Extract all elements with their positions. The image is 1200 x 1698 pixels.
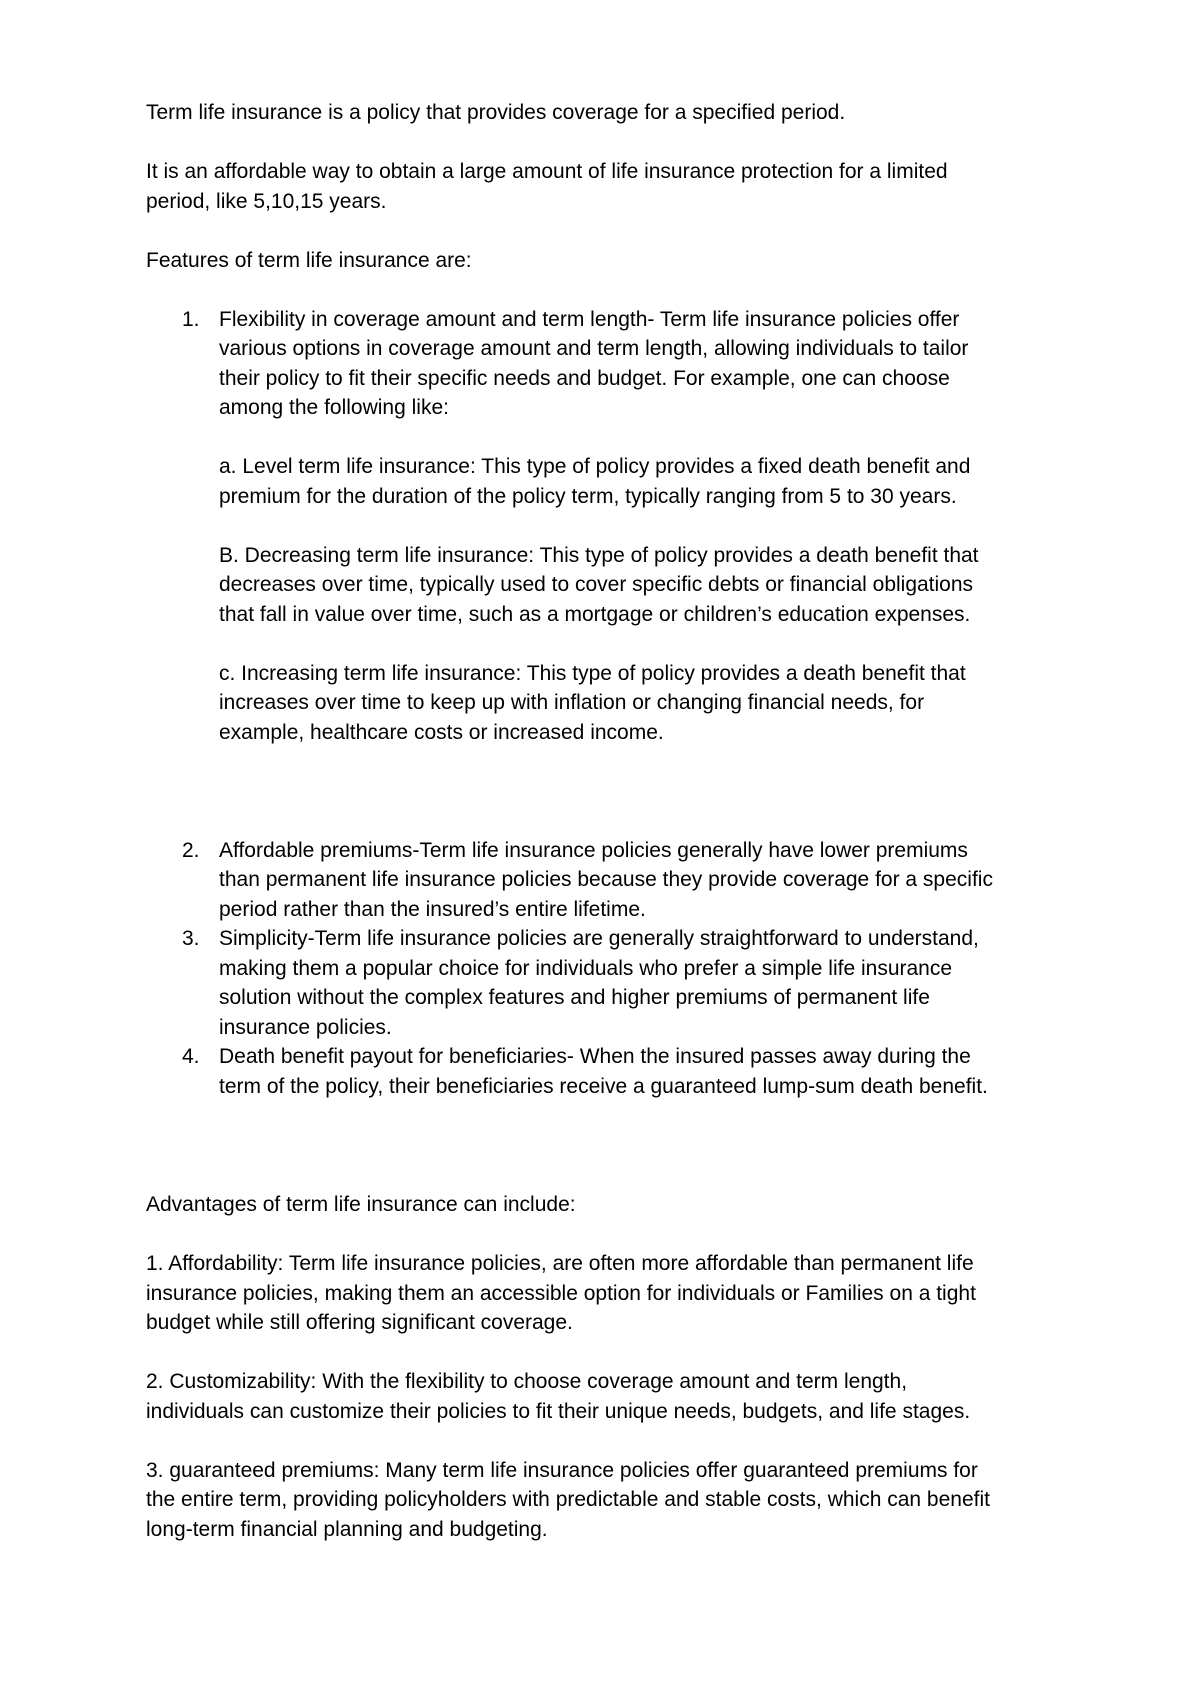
feature-line: their policy to fit their specific needs and budget. For example, one can choose	[219, 367, 950, 390]
advantage-line: 2. Customizability: With the flexibility to choose coverage amount and term length,	[146, 1370, 908, 1393]
subitem-line: example, healthcare costs or increased income.	[219, 721, 664, 744]
advantages-heading: Advantages of term life insurance can include:	[146, 1193, 576, 1216]
subitem-line: increases over time to keep up with inflation or changing financial needs, for	[219, 691, 925, 714]
subitem-line: a. Level term life insurance: This type of policy provides a fixed death benefit and	[219, 455, 971, 478]
advantage-line: insurance policies, making them an accessible option for individuals or Families on a tight	[146, 1282, 976, 1305]
intro-paragraph-2-line-1: It is an affordable way to obtain a large amount of life insurance protection for a limited	[146, 160, 948, 183]
feature-number: 4.	[182, 1045, 200, 1068]
feature-line: Affordable premiums-Term life insurance policies generally have lower premiums	[219, 839, 968, 862]
intro-paragraph-1: Term life insurance is a policy that provides coverage for a specified period.	[146, 101, 846, 124]
advantage-line: long-term financial planning and budgeting.	[146, 1518, 548, 1541]
feature-line: making them a popular choice for individuals who prefer a simple life insurance	[219, 957, 953, 980]
feature-number: 3.	[182, 927, 200, 950]
feature-line: term of the policy, their beneficiaries receive a guaranteed lump-sum death benefit.	[219, 1075, 988, 1098]
feature-line: solution without the complex features and higher premiums of permanent life	[219, 986, 930, 1009]
feature-line: than permanent life insurance policies because they provide coverage for a specific	[219, 868, 993, 891]
subitem-line: that fall in value over time, such as a mortgage or children’s education expenses.	[219, 603, 971, 626]
feature-line: Flexibility in coverage amount and term length- Term life insurance policies offer	[219, 308, 960, 331]
advantage-line: individuals can customize their policies to fit their unique needs, budgets, and life stages.	[146, 1400, 971, 1423]
subitem-line: decreases over time, typically used to cover specific debts or financial obligations	[219, 573, 974, 596]
intro-paragraph-2-line-2: period, like 5,10,15 years.	[146, 190, 387, 213]
feature-line: various options in coverage amount and term length, allowing individuals to tailor	[219, 337, 969, 360]
advantage-line: 3. guaranteed premiums: Many term life insurance policies offer guaranteed premiums for	[146, 1459, 978, 1482]
subitem-line: premium for the duration of the policy term, typically ranging from 5 to 30 years.	[219, 485, 957, 508]
advantage-line: 1. Affordability: Term life insurance policies, are often more affordable than permanent life	[146, 1252, 974, 1275]
subitem-line: B. Decreasing term life insurance: This type of policy provides a death benefit that	[219, 544, 979, 567]
advantage-line: budget while still offering significant coverage.	[146, 1311, 573, 1334]
feature-line: period rather than the insured’s entire lifetime.	[219, 898, 646, 921]
feature-line: among the following like:	[219, 396, 449, 419]
feature-line: Death benefit payout for beneficiaries- When the insured passes away during the	[219, 1045, 971, 1068]
feature-number: 1.	[182, 308, 200, 331]
subitem-line: c. Increasing term life insurance: This type of policy provides a death benefit that	[219, 662, 966, 685]
feature-number: 2.	[182, 839, 200, 862]
feature-line: Simplicity-Term life insurance policies are generally straightforward to understand,	[219, 927, 979, 950]
features-heading: Features of term life insurance are:	[146, 249, 472, 272]
advantage-line: the entire term, providing policyholders with predictable and stable costs, which can benefit	[146, 1488, 990, 1511]
feature-line: insurance policies.	[219, 1016, 392, 1039]
